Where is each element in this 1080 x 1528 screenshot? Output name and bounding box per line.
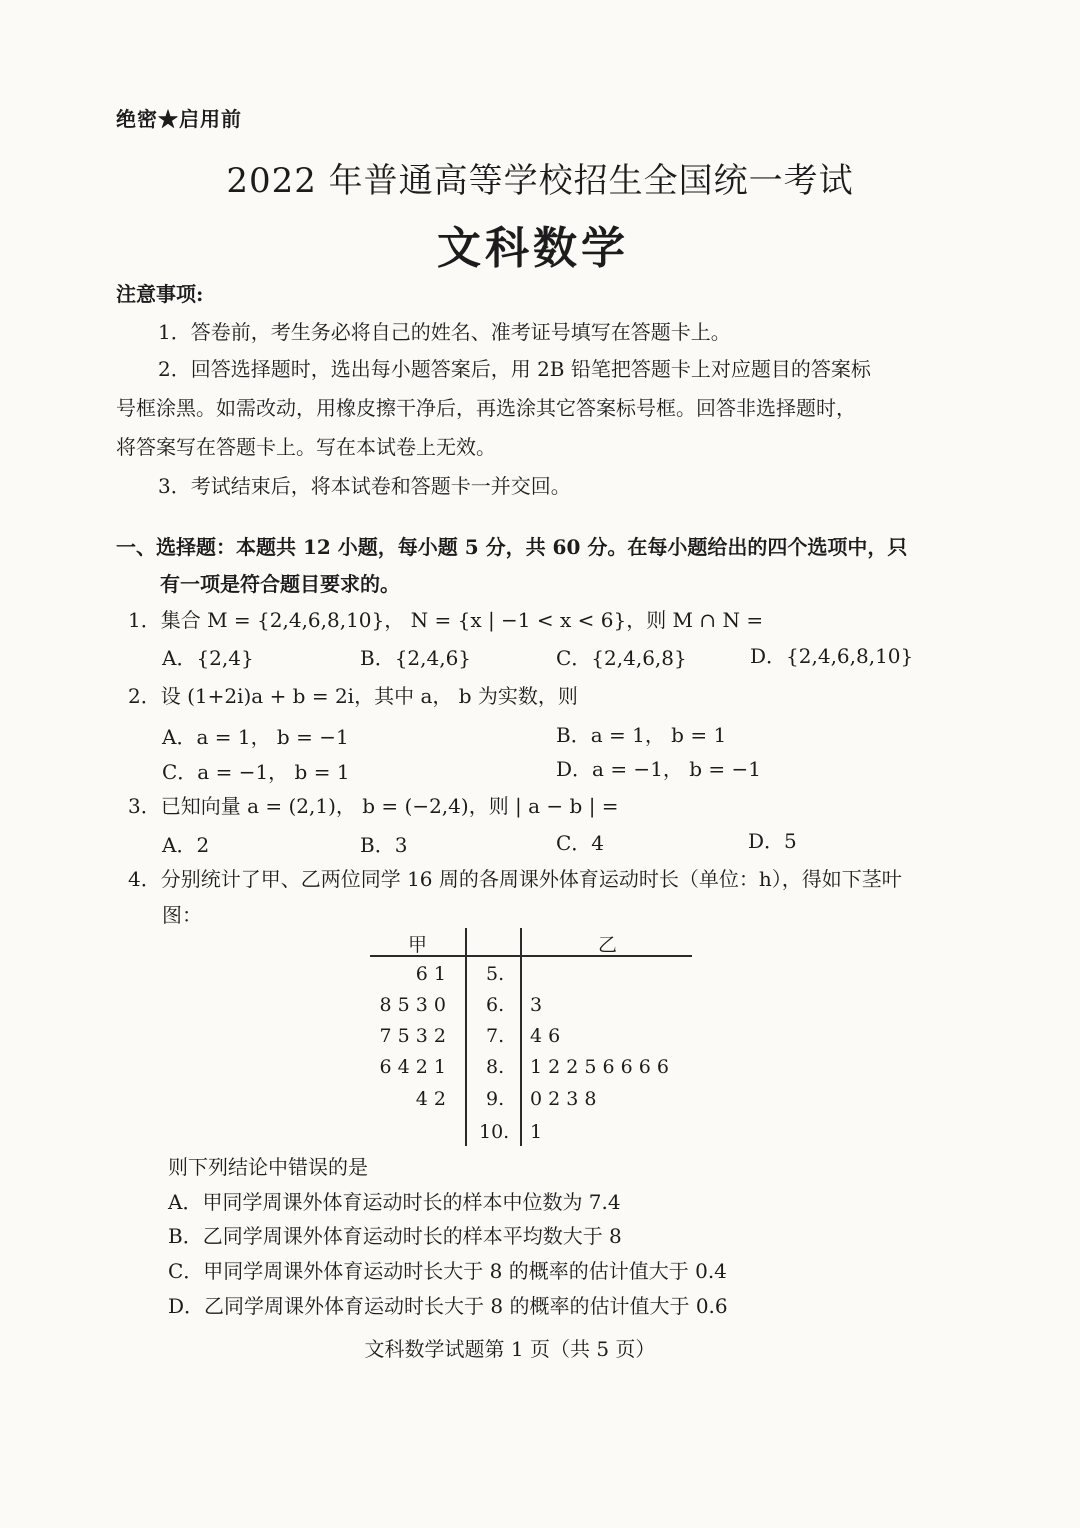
question-3-option-a: A．2: [162, 833, 210, 857]
question-4-option-a: A．甲同学周课外体育运动时长的样本中位数为 7.4: [168, 1190, 621, 1214]
question-1-option-d: D．{2,4,6,8,10}: [750, 644, 914, 668]
question-3-stem: 3．已知向量 a = (2,1)， b = (−2,4)，则 | a − b | =: [128, 794, 619, 818]
exam-title: 2022 年普通高等学校招生全国统一考试: [226, 161, 854, 201]
notes-heading: 注意事项:: [116, 282, 204, 306]
plot-row-right-leaves: 4 6: [530, 1025, 561, 1047]
plot-row-left-leaves: 6 4 2 1: [379, 1056, 446, 1078]
section-heading-line-1: 一、选择题：本题共 12 小题，每小题 5 分，共 60 分。在每小题给出的四个选项中，只: [116, 535, 908, 559]
question-3-option-b: B．3: [360, 833, 408, 857]
plot-row-stem: 6.: [486, 994, 505, 1016]
plot-row-left-leaves: 4 2: [415, 1088, 446, 1110]
question-4-option-b: B．乙同学周课外体育运动时长的样本平均数大于 8: [168, 1224, 622, 1248]
subject-title: 文科数学: [437, 223, 629, 274]
question-1-option-a: A．{2,4}: [162, 646, 254, 670]
question-1-option-b: B．{2,4,6}: [360, 646, 472, 670]
question-3-option-d: D．5: [748, 829, 797, 853]
plot-left-label: 甲: [408, 934, 428, 956]
question-4-stem-line-2: 图：: [162, 903, 202, 927]
question-1-option-c: C．{2,4,6,8}: [556, 646, 687, 670]
note-item-1: 1．答卷前，考生务必将自己的姓名、准考证号填写在答题卡上。: [158, 320, 731, 344]
plot-row-left-leaves: 8 5 3 0: [379, 994, 446, 1016]
plot-left-divider: [465, 928, 467, 1146]
plot-row-left-leaves: 6 1: [415, 963, 446, 985]
question-2-option-a: A．a = 1， b = −1: [162, 725, 349, 749]
confidential-mark: 绝密★启用前: [116, 107, 242, 131]
section-heading-line-2: 有一项是符合题目要求的。: [160, 572, 400, 596]
question-4-option-c: C．甲同学周课外体育运动时长大于 8 的概率的估计值大于 0.4: [168, 1259, 727, 1283]
note-item-2-line-2: 号框涂黑。如需改动，用橡皮擦干净后，再选涂其它答案标号框。回答非选择题时，: [116, 396, 856, 420]
plot-row-right-leaves: 0 2 3 8: [530, 1088, 597, 1110]
plot-row-right-leaves: 1: [530, 1121, 543, 1143]
plot-row-stem: 7.: [486, 1025, 505, 1047]
plot-row-stem: 5.: [486, 963, 505, 985]
plot-row-left-leaves: 7 5 3 2: [379, 1025, 446, 1047]
plot-row-right-leaves: 1 2 2 5 6 6 6 6: [530, 1056, 669, 1078]
plot-row-stem: 9.: [486, 1088, 505, 1110]
question-4-option-d: D．乙同学周课外体育运动时长大于 8 的概率的估计值大于 0.6: [168, 1294, 728, 1318]
question-2-option-d: D．a = −1， b = −1: [556, 757, 762, 781]
plot-row-stem: 10.: [479, 1121, 510, 1143]
note-item-2-line-1: 2．回答选择题时，选出每小题答案后，用 2B 铅笔把答题卡上对应题目的答案标: [158, 357, 871, 381]
page-footer: 文科数学试题第 1 页（共 5 页）: [364, 1337, 656, 1361]
note-item-2-line-3: 将答案写在答题卡上。写在本试卷上无效。: [116, 435, 496, 459]
question-4-ask: 则下列结论中错误的是: [168, 1155, 368, 1179]
question-2-stem: 2．设 (1+2i)a + b = 2i，其中 a， b 为实数，则: [128, 684, 578, 708]
plot-row-right-leaves: 3: [530, 994, 543, 1016]
question-2-option-b: B．a = 1， b = 1: [556, 723, 727, 747]
question-4-stem-line-1: 4．分别统计了甲、乙两位同学 16 周的各周课外体育运动时长（单位：h），得如下茎叶: [128, 867, 902, 891]
plot-right-label: 乙: [598, 934, 618, 956]
question-3-option-c: C．4: [556, 831, 605, 855]
note-item-3: 3．考试结束后，将本试卷和答题卡一并交回。: [158, 474, 571, 498]
question-2-option-c: C．a = −1， b = 1: [162, 760, 350, 784]
plot-row-stem: 8.: [486, 1056, 505, 1078]
question-1-stem: 1．集合 M = {2,4,6,8,10}， N = {x | −1 < x < 6}，则 M ∩ N =: [128, 608, 764, 632]
plot-right-divider: [520, 928, 522, 1146]
